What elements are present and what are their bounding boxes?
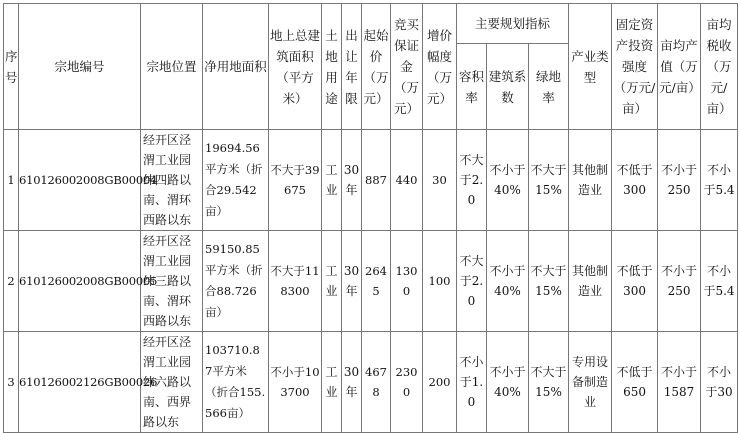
row-code: 610126002126GB00026 bbox=[19, 332, 141, 433]
table-row bbox=[4, 231, 738, 332]
header-net-area: 净用地面积 bbox=[203, 4, 269, 130]
header-seq: 序号 bbox=[4, 4, 19, 130]
header-land-use: 土地用途 bbox=[322, 4, 342, 130]
header-start-price: 起始价（万元） bbox=[362, 4, 391, 130]
land-parcel-table bbox=[3, 3, 738, 433]
row-seq: 1 bbox=[4, 130, 19, 231]
row-output: 不小于1587 bbox=[658, 332, 701, 433]
header-investment: 固定资产投资强度（万元/亩） bbox=[612, 4, 658, 130]
row-green: 不大于15% bbox=[529, 130, 569, 231]
row-tax: 不小于5.4 bbox=[701, 231, 738, 332]
row-increment: 100 bbox=[423, 231, 457, 332]
row-coverage: 不小于40% bbox=[487, 332, 529, 433]
row-tax: 不小于30 bbox=[701, 332, 738, 433]
row-investment: 不低于650 bbox=[612, 332, 658, 433]
row-land-use: 工业 bbox=[322, 130, 342, 231]
row-building-area: 不大于39675 bbox=[269, 130, 322, 231]
row-start-price: 2645 bbox=[362, 231, 391, 332]
row-industry: 其他制造业 bbox=[569, 231, 612, 332]
row-term: 30年 bbox=[342, 130, 362, 231]
row-far: 不大于2.0 bbox=[457, 231, 487, 332]
row-net-area: 59150.85平方米（折合88.726亩） bbox=[203, 231, 269, 332]
row-land-use: 工业 bbox=[322, 231, 342, 332]
row-start-price: 4678 bbox=[362, 332, 391, 433]
header-far: 容积率 bbox=[457, 44, 487, 130]
header-tax: 亩均税收（万元/亩） bbox=[701, 4, 738, 130]
row-start-price: 887 bbox=[362, 130, 391, 231]
row-coverage: 不小于40% bbox=[487, 231, 529, 332]
row-increment: 30 bbox=[423, 130, 457, 231]
row-investment: 不低于300 bbox=[612, 231, 658, 332]
row-deposit: 440 bbox=[391, 130, 423, 231]
row-code: 610126002008GB00004 bbox=[19, 130, 141, 231]
table-row bbox=[4, 332, 738, 433]
row-building-area: 不小于103700 bbox=[269, 332, 322, 433]
row-seq: 3 bbox=[4, 332, 19, 433]
header-term: 出让年限 bbox=[342, 4, 362, 130]
header-deposit: 竞买保证金（万元） bbox=[391, 4, 423, 130]
row-location: 经开区泾渭工业园纬六路以南、西界路以东 bbox=[141, 332, 203, 433]
row-increment: 200 bbox=[423, 332, 457, 433]
row-far: 不大于2.0 bbox=[457, 130, 487, 231]
table-row bbox=[4, 130, 738, 231]
header-output: 亩均产值（万元/亩） bbox=[658, 4, 701, 130]
row-code: 610126002008GB00005 bbox=[19, 231, 141, 332]
header-increment: 增价幅度（万元） bbox=[423, 4, 457, 130]
row-tax: 不小于5.4 bbox=[701, 130, 738, 231]
row-net-area: 103710.87平方米（折合155.566亩） bbox=[203, 332, 269, 433]
row-land-use: 工业 bbox=[322, 332, 342, 433]
row-green: 不大于15% bbox=[529, 231, 569, 332]
row-coverage: 不小于40% bbox=[487, 130, 529, 231]
row-building-area: 不大于118300 bbox=[269, 231, 322, 332]
header-coverage: 建筑系数 bbox=[487, 44, 529, 130]
header-building-area: 地上总建筑面积（平方米） bbox=[269, 4, 322, 130]
row-investment: 不低于300 bbox=[612, 130, 658, 231]
header-location: 宗地位置 bbox=[141, 4, 203, 130]
row-term: 30年 bbox=[342, 231, 362, 332]
row-location: 经开区泾渭工业园纬三路以南、渭环西路以东 bbox=[141, 231, 203, 332]
row-output: 不小于250 bbox=[658, 231, 701, 332]
row-term: 30年 bbox=[342, 332, 362, 433]
row-far: 不小于1.0 bbox=[457, 332, 487, 433]
row-location: 经开区泾渭工业园纬四路以南、渭环西路以东 bbox=[141, 130, 203, 231]
header-code: 宗地编号 bbox=[19, 4, 141, 130]
header-industry: 产业类型 bbox=[569, 4, 612, 130]
row-output: 不小于250 bbox=[658, 130, 701, 231]
row-deposit: 1300 bbox=[391, 231, 423, 332]
header-planning: 主要规划指标 bbox=[457, 4, 569, 44]
row-seq: 2 bbox=[4, 231, 19, 332]
row-green: 不大于15% bbox=[529, 332, 569, 433]
row-net-area: 19694.56平方米（折合29.542亩） bbox=[203, 130, 269, 231]
row-industry: 专用设备制造业 bbox=[569, 332, 612, 433]
row-deposit: 2300 bbox=[391, 332, 423, 433]
header-green: 绿地率 bbox=[529, 44, 569, 130]
row-industry: 其他制造业 bbox=[569, 130, 612, 231]
